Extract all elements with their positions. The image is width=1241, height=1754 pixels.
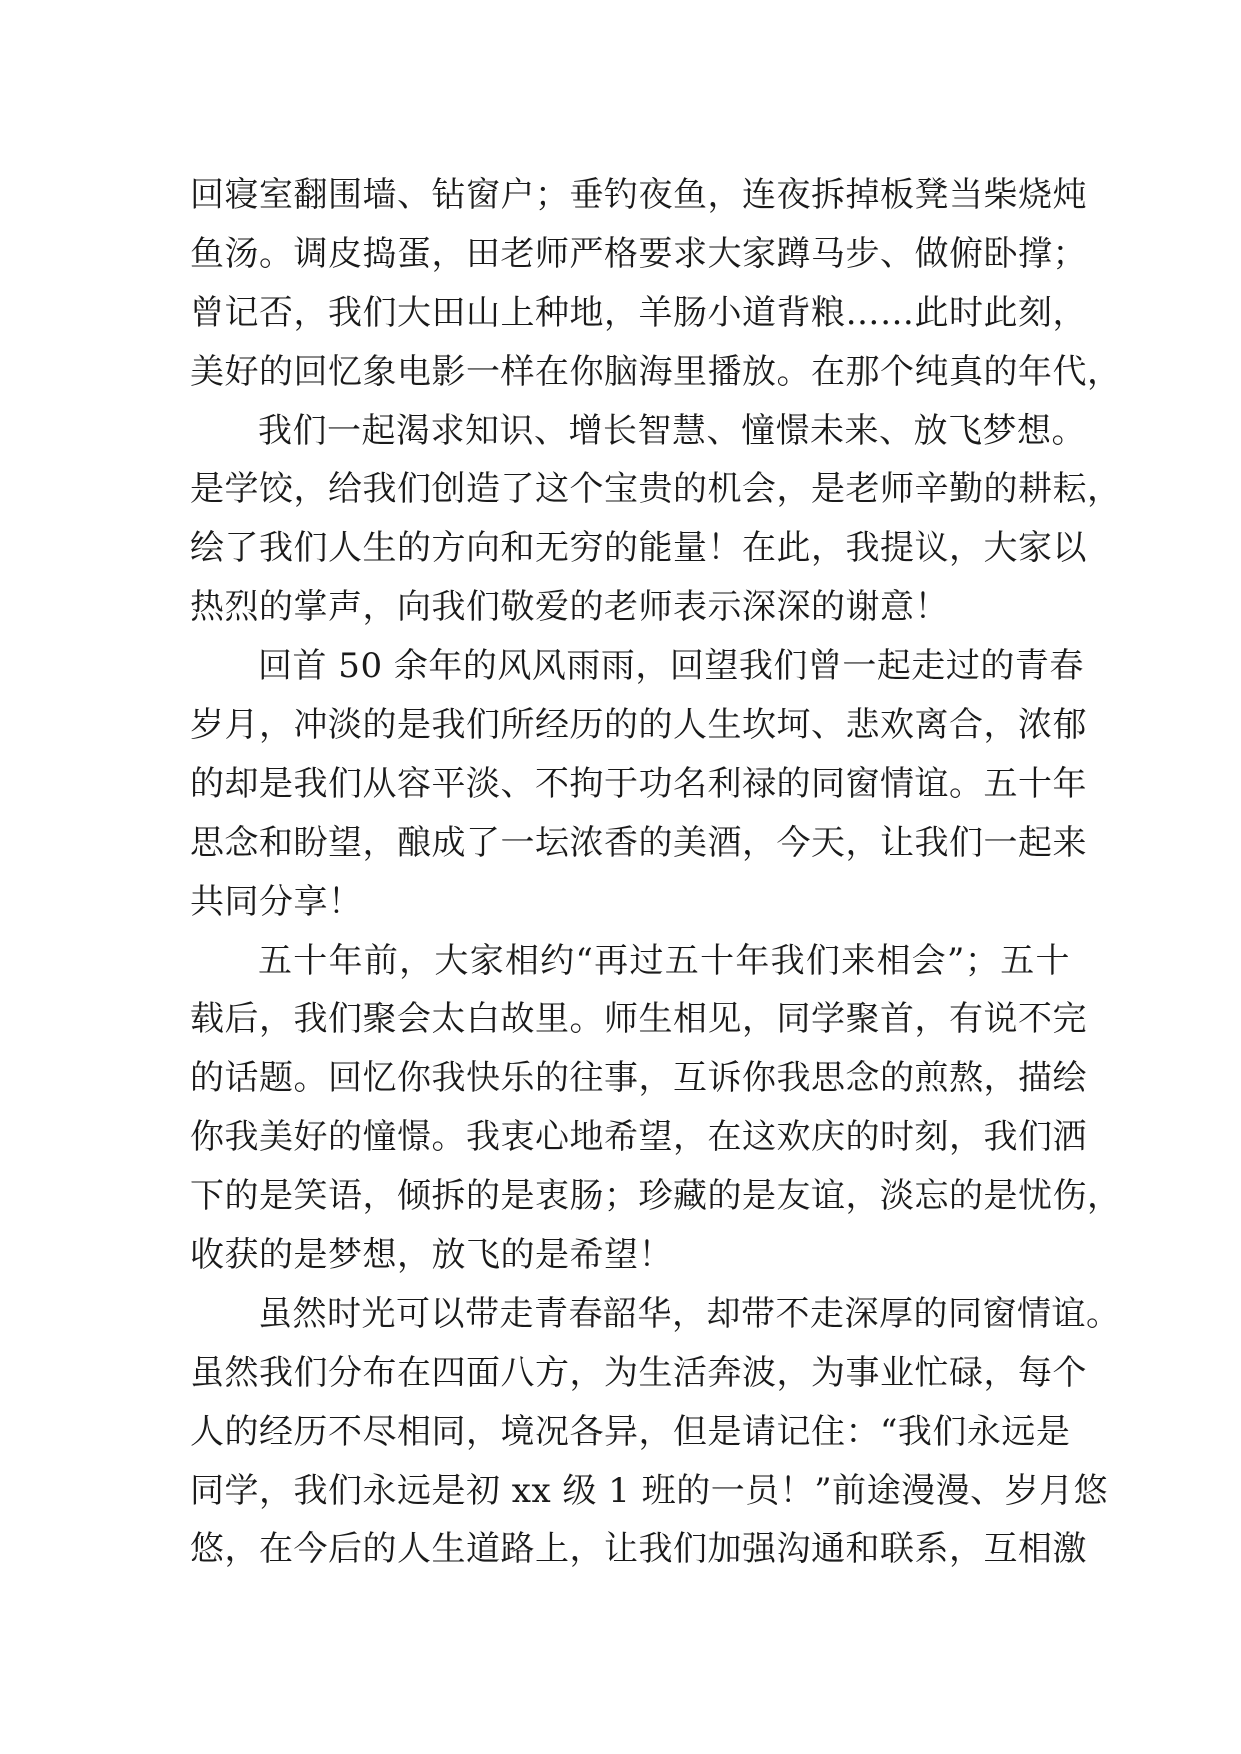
document-body-text — [190, 166, 1122, 1579]
text-line: 下的是笑语，倾拆的是衷肠；珍藏的是友谊，淡忘的是忧伤， — [190, 1176, 1122, 1217]
text-line: 载后，我们聚会太白故里。师生相见，同学聚首，有说不完 — [190, 999, 1087, 1040]
text-line: 的话题。回忆你我快乐的往事，互诉你我思念的煎熬，描绘 — [190, 1058, 1087, 1099]
text-line: 你我美好的憧憬。我衷心地希望，在这欢庆的时刻，我们洒 — [190, 1117, 1087, 1158]
text-line: 我们一起渴求知识、增长智慧、憧憬未来、放飞梦想。 — [258, 410, 1086, 451]
text-line: 回首 50 余年的风风雨雨，回望我们曾一起走过的青春 — [258, 646, 1084, 687]
text-line: 美好的回忆象电影一样在你脑海里播放。在那个纯真的年代， — [190, 351, 1122, 392]
text-line: 悠，在今后的人生道路上，让我们加强沟通和联系，互相激 — [190, 1529, 1087, 1570]
text-line: 曾记否，我们大田山上种地，羊肠小道背粮……此时此刻， — [190, 292, 1087, 333]
text-line: 鱼汤。调皮捣蛋，田老师严格要求大家蹲马步、做俯卧撑； — [190, 233, 1087, 274]
text-line: 是学饺，给我们创造了这个宝贵的机会，是老师辛勤的耕耘， — [190, 469, 1122, 510]
text-line: 同学，我们永远是初 xx 级 1 班的一员！”前途漫漫、岁月悠 — [190, 1470, 1109, 1511]
text-line: 共同分享！ — [190, 881, 363, 922]
text-line: 虽然时光可以带走青春韶华，却带不走深厚的同窗情谊。 — [258, 1293, 1121, 1334]
text-line: 虽然我们分布在四面八方，为生活奔波，为事业忙碌，每个 — [190, 1352, 1087, 1393]
text-line: 思念和盼望，酿成了一坛浓香的美酒，今天，让我们一起来 — [190, 822, 1087, 863]
text-line: 收获的是梦想，放飞的是希望！ — [190, 1235, 673, 1276]
text-line: 回寝室翻围墙、钻窗户；垂钓夜鱼，连夜拆掉板凳当柴烧炖 — [190, 175, 1087, 215]
text-line: 五十年前，大家相约“再过五十年我们来相会”；五十 — [258, 940, 1070, 981]
text-line: 岁月，冲淡的是我们所经历的的人生坎坷、悲欢离合，浓郁 — [190, 705, 1087, 746]
text-line: 人的经历不尽相同，境况各异，但是请记住：“我们永远是 — [190, 1411, 1071, 1452]
text-line: 热烈的掌声，向我们敬爱的老师表示深深的谢意！ — [190, 587, 949, 628]
text-line: 的却是我们从容平淡、不拘于功名利禄的同窗情谊。五十年 — [190, 763, 1087, 804]
text-line: 绘了我们人生的方向和无穷的能量！在此，我提议，大家以 — [190, 528, 1087, 569]
